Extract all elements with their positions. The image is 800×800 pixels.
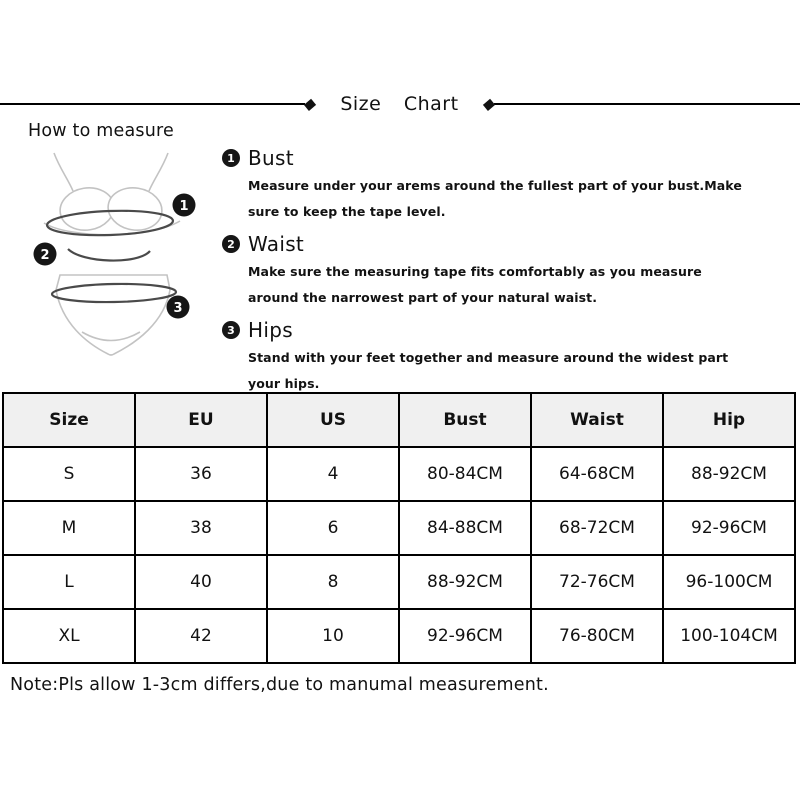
table-cell: 40: [135, 555, 267, 609]
table-header-cell: Bust: [399, 393, 531, 447]
table-header-cell: Hip: [663, 393, 795, 447]
bikini-strap-left: [54, 153, 73, 191]
section-hips: [222, 318, 790, 397]
table-cell: 96-100CM: [663, 555, 795, 609]
table-cell: 38: [135, 501, 267, 555]
bust-number-icon: 1: [222, 149, 240, 167]
table-header-cell: Size: [3, 393, 135, 447]
table-cell: 92-96CM: [399, 609, 531, 663]
hips-number-icon: 3: [222, 321, 240, 339]
table-cell: M: [3, 501, 135, 555]
size-table-body: [3, 447, 795, 663]
measurement-note: Note:Pls allow 1-3cm differs,due to manumal measurement.: [10, 675, 549, 695]
table-cell: 100-104CM: [663, 609, 795, 663]
table-cell: 10: [267, 609, 399, 663]
table-cell: 76-80CM: [531, 609, 663, 663]
divider-line-right: [494, 103, 800, 105]
measuring-tape-waist: [68, 249, 150, 261]
table-cell: 42: [135, 609, 267, 663]
section-hips-header: [222, 318, 790, 342]
bikini-strap-right: [149, 153, 168, 191]
table-header-cell: US: [267, 393, 399, 447]
section-waist: [222, 232, 790, 311]
how-to-measure-title: How to measure: [28, 121, 174, 141]
hips-badge-number: 3: [173, 301, 183, 316]
table-header-cell: EU: [135, 393, 267, 447]
table-row: [3, 609, 795, 663]
waist-badge-number: 2: [40, 248, 50, 263]
diamond-icon-right: ◆: [480, 94, 497, 113]
section-hips-title: Hips: [248, 318, 293, 342]
size-table-head: [3, 393, 795, 447]
table-row: [3, 447, 795, 501]
page-title: Size Chart: [340, 93, 459, 115]
diamond-icon-left: ◆: [302, 94, 319, 113]
table-row: [3, 555, 795, 609]
section-waist-header: [222, 232, 790, 256]
table-header-row: [3, 393, 795, 447]
section-bust-header: [222, 146, 790, 170]
table-cell: 88-92CM: [399, 555, 531, 609]
table-cell: 36: [135, 447, 267, 501]
title-row: [0, 93, 800, 115]
section-waist-title: Waist: [248, 232, 305, 256]
table-cell: 72-76CM: [531, 555, 663, 609]
table-cell: 92-96CM: [663, 501, 795, 555]
table-row: [3, 501, 795, 555]
table-cell: S: [3, 447, 135, 501]
table-cell: 6: [267, 501, 399, 555]
bikini-cup-right: [105, 184, 165, 234]
table-cell: XL: [3, 609, 135, 663]
table-header-cell: Waist: [531, 393, 663, 447]
table-cell: 68-72CM: [531, 501, 663, 555]
table-cell: 84-88CM: [399, 501, 531, 555]
section-waist-body: Make sure the measuring tape fits comfortably as you measure around the narrowest part of your natural waist.: [248, 264, 702, 305]
table-cell: 4: [267, 447, 399, 501]
table-cell: 8: [267, 555, 399, 609]
table-cell: 88-92CM: [663, 447, 795, 501]
measurement-illustration: [10, 147, 230, 367]
divider-line-left: [0, 103, 305, 105]
section-hips-body: Stand with your feet together and measure around the widest part your hips.: [248, 350, 729, 391]
table-cell: 64-68CM: [531, 447, 663, 501]
section-bust: [222, 146, 790, 225]
size-table: [2, 392, 796, 664]
section-bust-body: Measure under your arems around the fullest part of your bust.Make sure to keep the tape level.: [248, 178, 742, 219]
table-cell: 80-84CM: [399, 447, 531, 501]
table-cell: L: [3, 555, 135, 609]
section-bust-title: Bust: [248, 146, 294, 170]
bust-badge-number: 1: [179, 199, 189, 214]
waist-number-icon: 2: [222, 235, 240, 253]
